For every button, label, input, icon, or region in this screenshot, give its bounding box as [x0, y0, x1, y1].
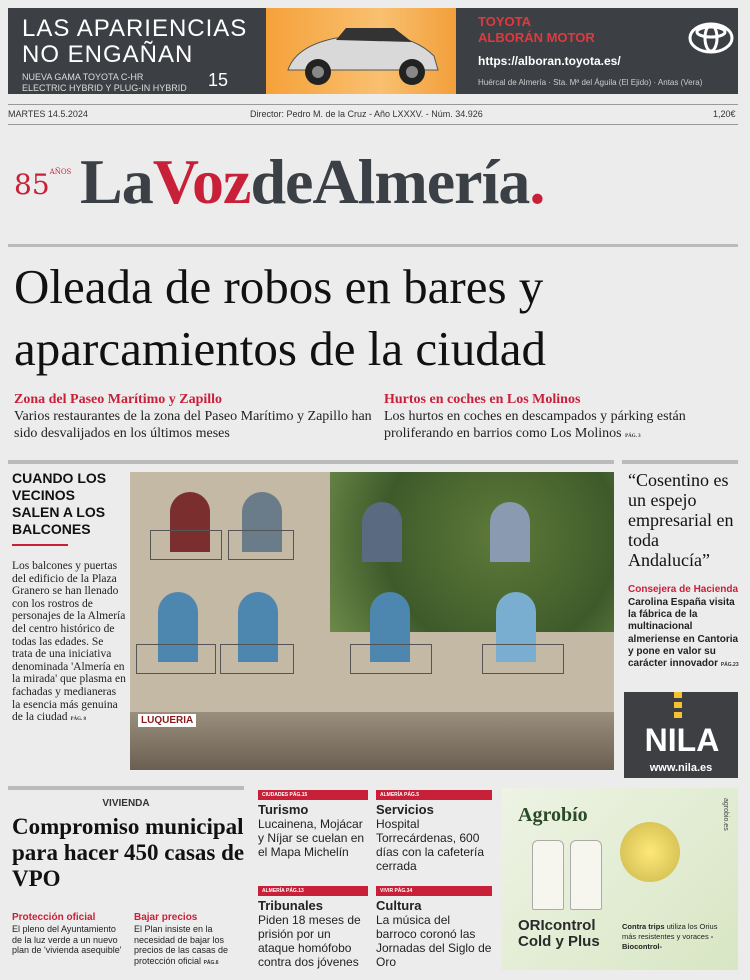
main-right-text: Los hurtos en coches en descampados y párking están proliferando en barrios como Los Molinos: [384, 409, 686, 441]
quote-kicker: Consejera de Hacienda: [628, 584, 739, 595]
photo-headline[interactable]: CUANDO LOS VECINOS SALEN A LOS BALCONES: [12, 470, 107, 537]
brief-4[interactable]: [376, 886, 492, 969]
balcony-4: [220, 644, 294, 674]
quote-text-body: Carolina España visita la fábrica de la multinacional almeriense en Cantoria y pone en valor su carácter innovador: [628, 597, 739, 670]
ad-years-badge: 15: [208, 70, 229, 90]
vpo-section: VIVIENDA: [102, 798, 150, 809]
ad-subtitle: [22, 72, 187, 94]
brief-1-text: Lucainena, Mojácar y Níjar se cuelan en el Mapa Michelín: [258, 817, 365, 859]
anniversary-badge: [14, 168, 71, 201]
balconies-photo[interactable]: [130, 472, 614, 770]
nila-ad[interactable]: [624, 692, 738, 778]
date: MARTES 14.5.2024: [8, 109, 88, 119]
ad-dealer-line1: TOYOTA: [478, 14, 531, 29]
brief-3[interactable]: [258, 886, 368, 969]
masthead-de: de: [250, 146, 313, 217]
brief-1[interactable]: [258, 790, 368, 859]
main-left-text: Varios restaurantes de la zona del Paseo Marítimo y Zapillo han sido desvalijados en los últimos meses: [14, 409, 372, 441]
brief-2[interactable]: [376, 790, 492, 873]
agrobio-ad[interactable]: [502, 788, 738, 970]
agrobio-tagline-end: - Biocontrol-: [622, 932, 714, 951]
vpo-rule: [8, 786, 244, 790]
agrobio-side-url: agrobio.es: [722, 798, 729, 831]
brief-3-text: Piden 18 meses de prisión por un ataque homófobo contra dos jóvenes: [258, 913, 361, 969]
brief-2-title: Servicios: [376, 802, 434, 817]
masthead-dot: .: [529, 146, 545, 217]
masthead-rule: [8, 244, 738, 247]
vpo-col2: [134, 913, 246, 969]
insect-flower-image: [620, 822, 680, 882]
ad-dealer-line2: ALBORÁN MOTOR: [478, 30, 595, 45]
masthead-almeria: Almería: [312, 146, 530, 217]
agrobio-brand: Agrobío: [518, 804, 588, 826]
masthead-logo[interactable]: [80, 145, 544, 219]
top-rule: [8, 104, 738, 105]
vpo-col1: [12, 913, 124, 956]
main-sub-left[interactable]: [14, 392, 374, 442]
main-right-page: PÁG. 3: [625, 434, 641, 439]
photo-accent: [12, 544, 68, 546]
nila-brand: NILA: [644, 722, 720, 758]
ad-slogan-line2: NO ENGAÑAN: [22, 41, 194, 68]
photo-text: [12, 560, 126, 727]
agrobio-product: [518, 918, 600, 950]
brief-4-title: Cultura: [376, 898, 422, 913]
photo-body: Los balcones y puertas del edificio de la Plaza Granero se han llenado con los rostros de personajes de la Almería del centro histórico de todas las edades. Se trata de una iniciativa denominada 'Almería en la mirada' que plasma en fachadas y medianeras la esencia más genuina de la ciudad: [12, 560, 126, 724]
window-3: [362, 502, 402, 562]
brief-3-bar: ALMERÍA PÁG.13: [258, 886, 368, 896]
quote-body: [628, 597, 740, 671]
vpo-col1-kicker: Protección oficial: [12, 912, 96, 923]
ad-slogan: [22, 16, 247, 68]
vpo-col2-page: PÁG.6: [203, 960, 219, 967]
road-icon: [674, 692, 682, 722]
masthead-la: La: [80, 146, 153, 217]
toyota-ad-banner[interactable]: [8, 8, 738, 94]
main-headline[interactable]: [14, 256, 734, 380]
product-bottle-2: [570, 840, 602, 910]
main-sub-right[interactable]: [384, 392, 736, 445]
street-crowd: [130, 712, 614, 770]
agrobio-tagline-text: utiliza los Orius más resistentes y voraces: [622, 922, 718, 941]
main-right-kicker: Hurtos en coches en Los Molinos: [384, 392, 581, 407]
balcony-3: [136, 644, 216, 674]
nila-url[interactable]: www.nila.es: [649, 762, 713, 774]
brief-2-bar: ALMERÍA PÁG.5: [376, 790, 492, 800]
anniversary-unit: AÑOS: [49, 168, 72, 176]
price: 1,20€: [713, 109, 736, 119]
brief-2-text: Hospital Torrecárdenas, 600 días con la cafetería cerrada: [376, 817, 485, 873]
car-icon: [266, 8, 456, 94]
shop-sign: LUQUERIA: [138, 714, 196, 727]
agrobio-tagline: [622, 922, 732, 952]
ad-sub1: NUEVA GAMA TOYOTA C-HR: [22, 72, 144, 82]
window-4: [490, 502, 530, 562]
quote-text[interactable]: “Cosentino es un espejo empresarial en toda Andalucía”: [628, 470, 734, 570]
ad-locations: Huércal de Almería · Sta. Mª del Águila (El Ejido) · Antas (Vera): [478, 78, 703, 87]
main-left-kicker: Zona del Paseo Marítimo y Zapillo: [14, 392, 223, 407]
agrobio-product-line1: ORIcontrol: [518, 917, 596, 934]
brief-1-bar: CIUDADES PÁG.15: [258, 790, 368, 800]
dateline-rule: [8, 124, 738, 125]
toyota-logo-icon: [688, 22, 734, 54]
balcony-2: [228, 530, 294, 560]
vpo-col2-kicker: Bajar precios: [134, 912, 198, 923]
quote-page: PÁG.23: [720, 662, 739, 669]
vpo-col1-text: El pleno del Ayuntamiento de la luz verde a un nuevo plan de 'vivienda asequible': [12, 923, 122, 956]
brief-4-bar: VIVIR PÁG.34: [376, 886, 492, 896]
agrobio-tagline-bold: Contra trips: [622, 922, 665, 931]
car-image: [266, 8, 456, 94]
quote-rule: [622, 460, 738, 464]
director-line: Director: Pedro M. de la Cruz - Año LXXXV. - Núm. 34.926: [250, 109, 483, 119]
main-headline-line2: aparcamientos de la ciudad: [14, 321, 546, 376]
brief-3-title: Tribunales: [258, 898, 324, 913]
balcony-6: [482, 644, 564, 674]
ad-dealer: [478, 14, 595, 46]
masthead-voz: Voz: [152, 146, 251, 217]
photo-rule: [8, 460, 614, 464]
ad-url[interactable]: https://alboran.toyota.es/: [478, 54, 621, 68]
ad-sub2: ELECTRIC HYBRID Y PLUG-IN HYBRID: [22, 83, 187, 93]
main-headline-line1: Oleada de robos en bares y: [14, 259, 544, 314]
anniversary-number: 85: [14, 168, 50, 201]
brief-4-text: La música del barroco coronó las Jornadas del Siglo de Oro: [376, 913, 492, 969]
balcony-1: [150, 530, 222, 560]
ad-slogan-line1: LAS APARIENCIAS: [22, 15, 248, 42]
product-bottle-1: [532, 840, 564, 910]
brief-1-title: Turismo: [258, 802, 309, 817]
balcony-5: [350, 644, 432, 674]
vpo-headline[interactable]: Compromiso municipal para hacer 450 casas de VPO: [12, 814, 245, 891]
photo-page: PÁG. 8: [70, 717, 86, 723]
vpo-col2-text: El Plan insiste en la necesidad de bajar los precios de las casas de protección oficial: [134, 923, 229, 967]
agrobio-product-line2: Cold y Plus: [518, 933, 600, 950]
